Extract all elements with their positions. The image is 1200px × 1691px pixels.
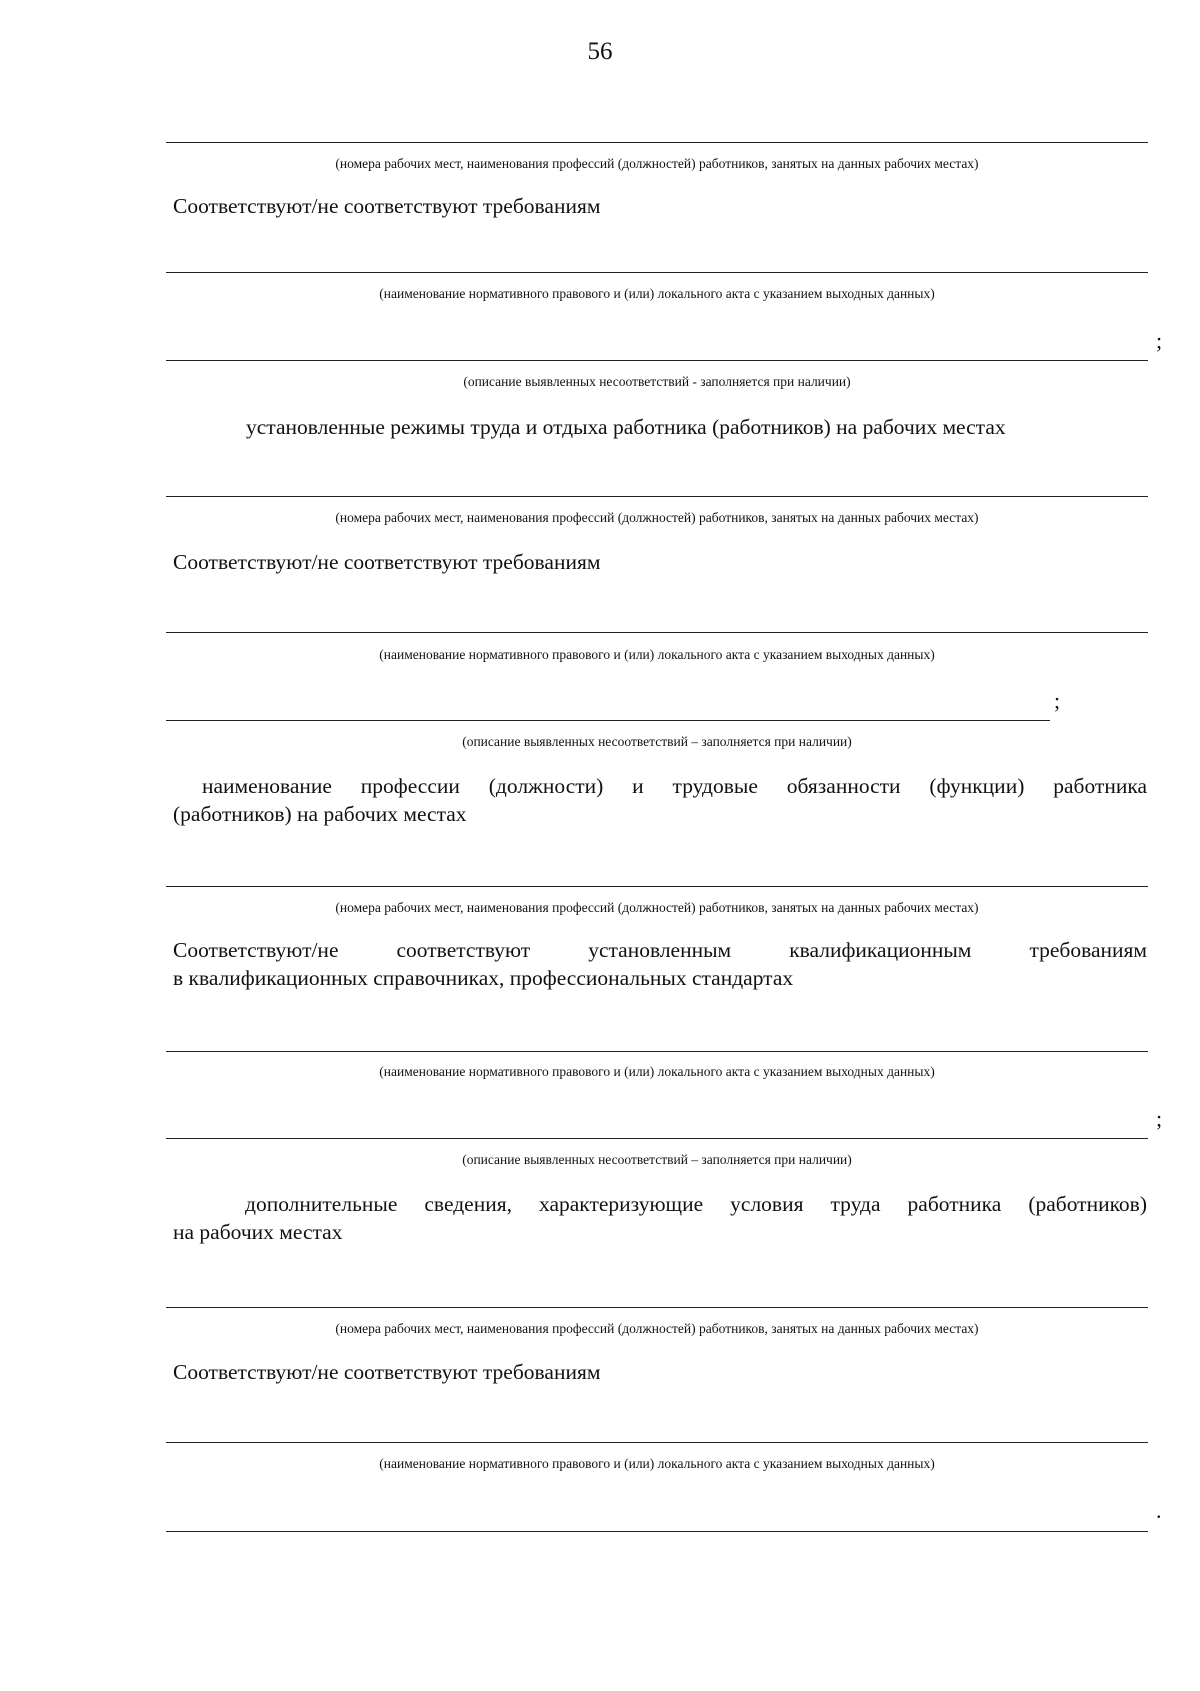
semicolon: ; (1054, 688, 1061, 713)
fill-line (166, 142, 1148, 143)
work-rest-regime-heading: установленные режимы труда и отдыха работника (работников) на рабочих местах (246, 415, 1006, 439)
semicolon: ; (1156, 1106, 1163, 1131)
semicolon: ; (1156, 328, 1163, 353)
caption-legal-act: (наименование нормативного правового и (или) локального акта с указанием выходных данных) (379, 1456, 935, 1471)
fill-line (166, 1138, 1148, 1139)
profession-heading-line2: (работников) на рабочих местах (173, 802, 467, 826)
fill-line (166, 272, 1148, 273)
additional-info-line2: на рабочих местах (173, 1220, 343, 1244)
caption-discrepancy: (описание выявленных несоответствий – заполняется при наличии) (462, 1152, 852, 1167)
complies-text: Соответствуют/не соответствуют требованиям (173, 550, 601, 574)
fill-line (166, 632, 1148, 633)
fill-line (166, 360, 1148, 361)
complies-text: Соответствуют/не соответствуют требованиям (173, 194, 601, 218)
fill-line (166, 496, 1148, 497)
fill-line (166, 1051, 1148, 1052)
fill-line (166, 1442, 1148, 1443)
profession-heading (173, 772, 1147, 828)
caption-legal-act: (наименование нормативного правового и (или) локального акта с указанием выходных данных) (379, 647, 935, 662)
fill-line (166, 1307, 1148, 1308)
caption-workplaces: (номера рабочих мест, наименования профессий (должностей) работников, занятых на данных рабочих местах) (335, 510, 979, 525)
additional-info-heading (173, 1190, 1147, 1246)
qualification-text (173, 936, 1147, 992)
qualification-text-line2: в квалификационных справочниках, профессиональных стандартах (173, 966, 794, 990)
profession-heading-line1: наименование профессии (должности) и трудовые обязанности (функции) работника (202, 774, 1147, 798)
caption-legal-act: (наименование нормативного правового и (или) локального акта с указанием выходных данных) (379, 286, 935, 301)
fill-line (166, 720, 1050, 721)
caption-workplaces: (номера рабочих мест, наименования профессий (должностей) работников, занятых на данных рабочих местах) (335, 156, 979, 171)
page-number: 56 (587, 38, 613, 65)
additional-info-line1: дополнительные сведения, характеризующие условия труда работника (работников) (245, 1192, 1147, 1216)
caption-workplaces: (номера рабочих мест, наименования профессий (должностей) работников, занятых на данных рабочих местах) (335, 1321, 979, 1336)
complies-text: Соответствуют/не соответствуют требованиям (173, 1360, 601, 1384)
caption-discrepancy: (описание выявленных несоответствий - заполняется при наличии) (463, 374, 851, 389)
period: . (1156, 1498, 1162, 1523)
caption-legal-act: (наименование нормативного правового и (или) локального акта с указанием выходных данных) (379, 1064, 935, 1079)
qualification-text-line1: Соответствуют/не соответствуют установленным квалификационным требованиям (173, 938, 1147, 962)
caption-workplaces: (номера рабочих мест, наименования профессий (должностей) работников, занятых на данных рабочих местах) (335, 900, 979, 915)
fill-line (166, 886, 1148, 887)
caption-discrepancy: (описание выявленных несоответствий – заполняется при наличии) (462, 734, 852, 749)
fill-line (166, 1531, 1148, 1532)
